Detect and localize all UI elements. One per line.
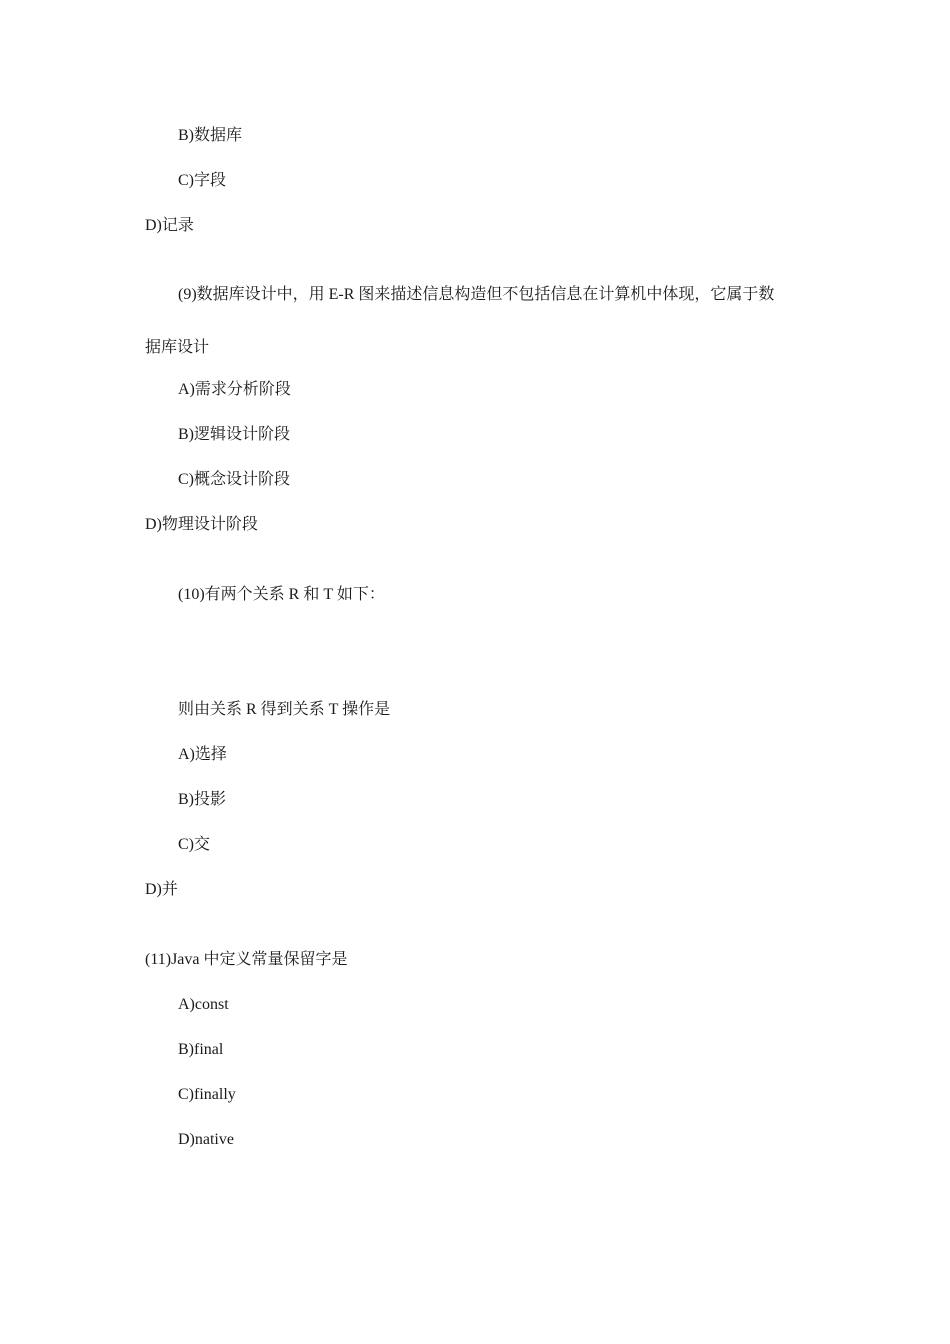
- question-10-option-d: D)并: [145, 881, 178, 898]
- question-9-option-c: C)概念设计阶段: [178, 471, 291, 488]
- question-11-option-c: C)finally: [178, 1086, 236, 1103]
- question-9-text: (9)数据库设计中，用 E-R 图来描述信息构造但不包括信息在计算机中体现，它属于数: [178, 286, 775, 303]
- question-10-option-c: C)交: [178, 836, 211, 853]
- question-11-text: (11)Java 中定义常量保留字是: [145, 951, 348, 968]
- question-10-option-a: A)选择: [178, 746, 227, 763]
- option-d-record: D)记录: [145, 217, 194, 234]
- question-10-text: (10)有两个关系 R 和 T 如下：: [178, 586, 385, 603]
- option-c-field: C)字段: [178, 172, 227, 189]
- question-10-prompt: 则由关系 R 得到关系 T 操作是: [178, 701, 391, 718]
- question-11-option-a: A)const: [178, 996, 229, 1013]
- question-11-option-d: D)native: [178, 1131, 234, 1148]
- question-9-text-continued: 据库设计: [145, 339, 210, 356]
- question-9-option-b: B)逻辑设计阶段: [178, 426, 291, 443]
- question-9-option-d: D)物理设计阶段: [145, 516, 258, 533]
- question-11-option-b: B)final: [178, 1041, 224, 1058]
- question-9-option-a: A)需求分析阶段: [178, 381, 291, 398]
- question-10-option-b: B)投影: [178, 791, 227, 808]
- option-b-database: B)数据库: [178, 127, 243, 144]
